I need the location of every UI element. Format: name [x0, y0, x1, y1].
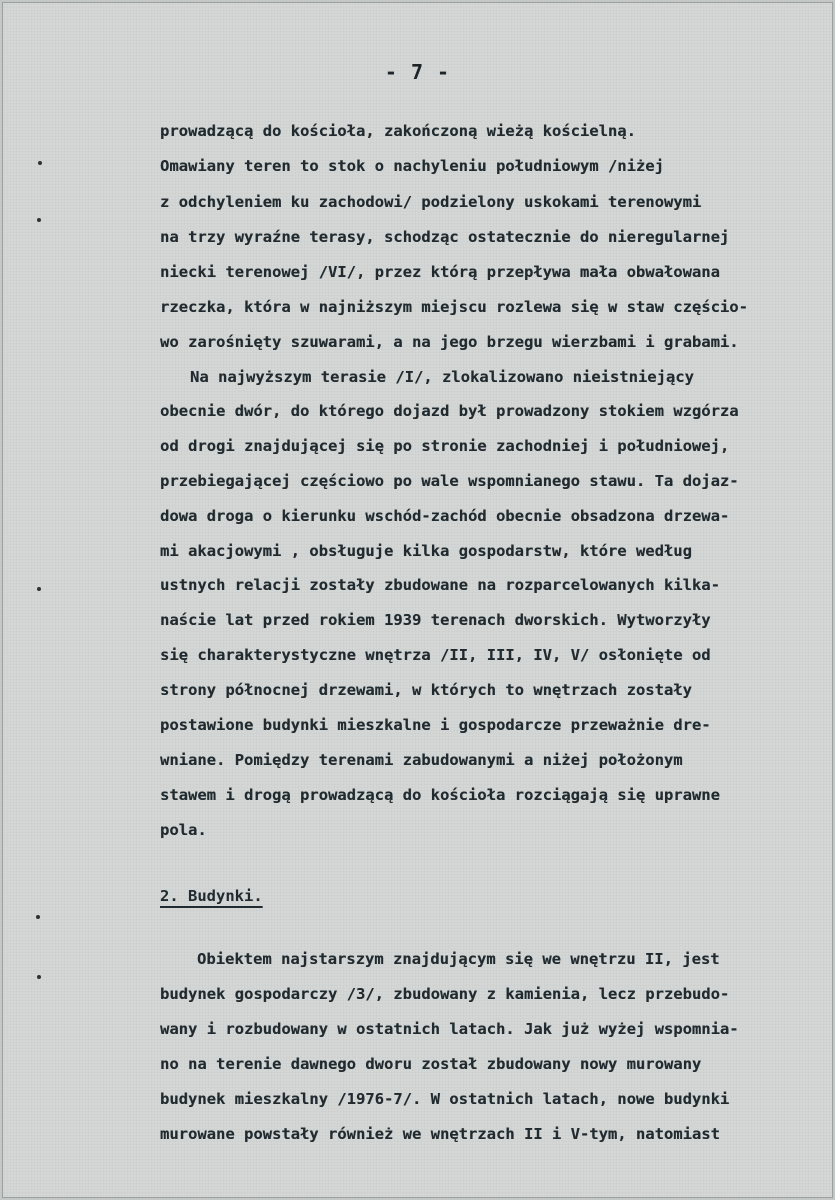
text-line: prowadzącą do kościoła, zakończoną wieżą kościelną. [160, 122, 636, 140]
text-line: naście lat przed rokiem 1939 terenach dworskich. Wytworzyły [160, 611, 711, 629]
text-line: Na najwyższym terasie /I/, zlokalizowano nieistniejący [190, 368, 694, 386]
text-line: niecki terenowej /VI/, przez którą przepływa mała obwałowana [160, 263, 720, 281]
text-line: się charakterystyczne wnętrza /II, III, IV, V/ osłonięte od [160, 646, 711, 664]
text-line: budynek gospodarczy /3/, zbudowany z kamienia, lecz przebudo- [160, 985, 730, 1003]
text-line: budynek mieszkalny /1976-7/. W ostatnich latach, nowe budynki [160, 1090, 730, 1108]
margin-mark [37, 975, 41, 979]
margin-mark [38, 161, 42, 165]
margin-mark [37, 218, 41, 222]
text-line: rzeczka, która w najniższym miejscu rozlewa się w staw częścio- [160, 298, 748, 316]
text-line: wniane. Pomiędzy terenami zabudowanymi a niżej położonym [160, 751, 683, 769]
text-line: murowane powstały również we wnętrzach II i V-tym, natomiast [160, 1125, 720, 1143]
text-line: przebiegającej częściowo po wale wspomnianego stawu. Ta dojaz- [160, 472, 739, 490]
text-line: strony północnej drzewami, w których to wnętrzach zostały [160, 681, 692, 699]
text-line: ustnych relacji zostały zbudowane na rozparcelowanych kilka- [160, 576, 720, 594]
text-line: mi akacjowymi , obsługuje kilka gospodarstw, które według [160, 542, 692, 560]
page-number: - 7 - [384, 60, 451, 84]
text-line: Obiektem najstarszym znajdującym się we wnętrzu II, jest [197, 950, 720, 968]
text-line: z odchyleniem ku zachodowi/ podzielony uskokami terenowymi [160, 193, 702, 211]
margin-mark [36, 915, 40, 919]
text-line: dowa droga o kierunku wschód-zachód obecnie obsadzona drzewa- [160, 507, 730, 525]
page-border [2, 2, 833, 1198]
section-heading: 2. Budynki. [160, 887, 263, 905]
text-line: Omawiany teren to stok o nachyleniu południowym /niżej [160, 157, 664, 175]
text-line: wo zarośnięty szuwarami, a na jego brzegu wierzbami i grabami. [160, 333, 739, 351]
text-line: stawem i drogą prowadzącą do kościoła rozciągają się uprawne [160, 786, 720, 804]
text-line: od drogi znajdującej się po stronie zachodniej i południowej, [160, 437, 730, 455]
margin-mark [37, 587, 41, 591]
text-line: no na terenie dawnego dworu został zbudowany nowy murowany [160, 1055, 702, 1073]
text-line: wany i rozbudowany w ostatnich latach. Jak już wyżej wspomnia- [160, 1020, 739, 1038]
text-line: na trzy wyraźne terasy, schodząc ostatecznie do nieregularnej [160, 228, 730, 246]
text-line: postawione budynki mieszkalne i gospodarcze przeważnie dre- [160, 716, 711, 734]
text-line: obecnie dwór, do którego dojazd był prowadzony stokiem wzgórza [160, 402, 739, 420]
text-line: pola. [160, 821, 207, 839]
